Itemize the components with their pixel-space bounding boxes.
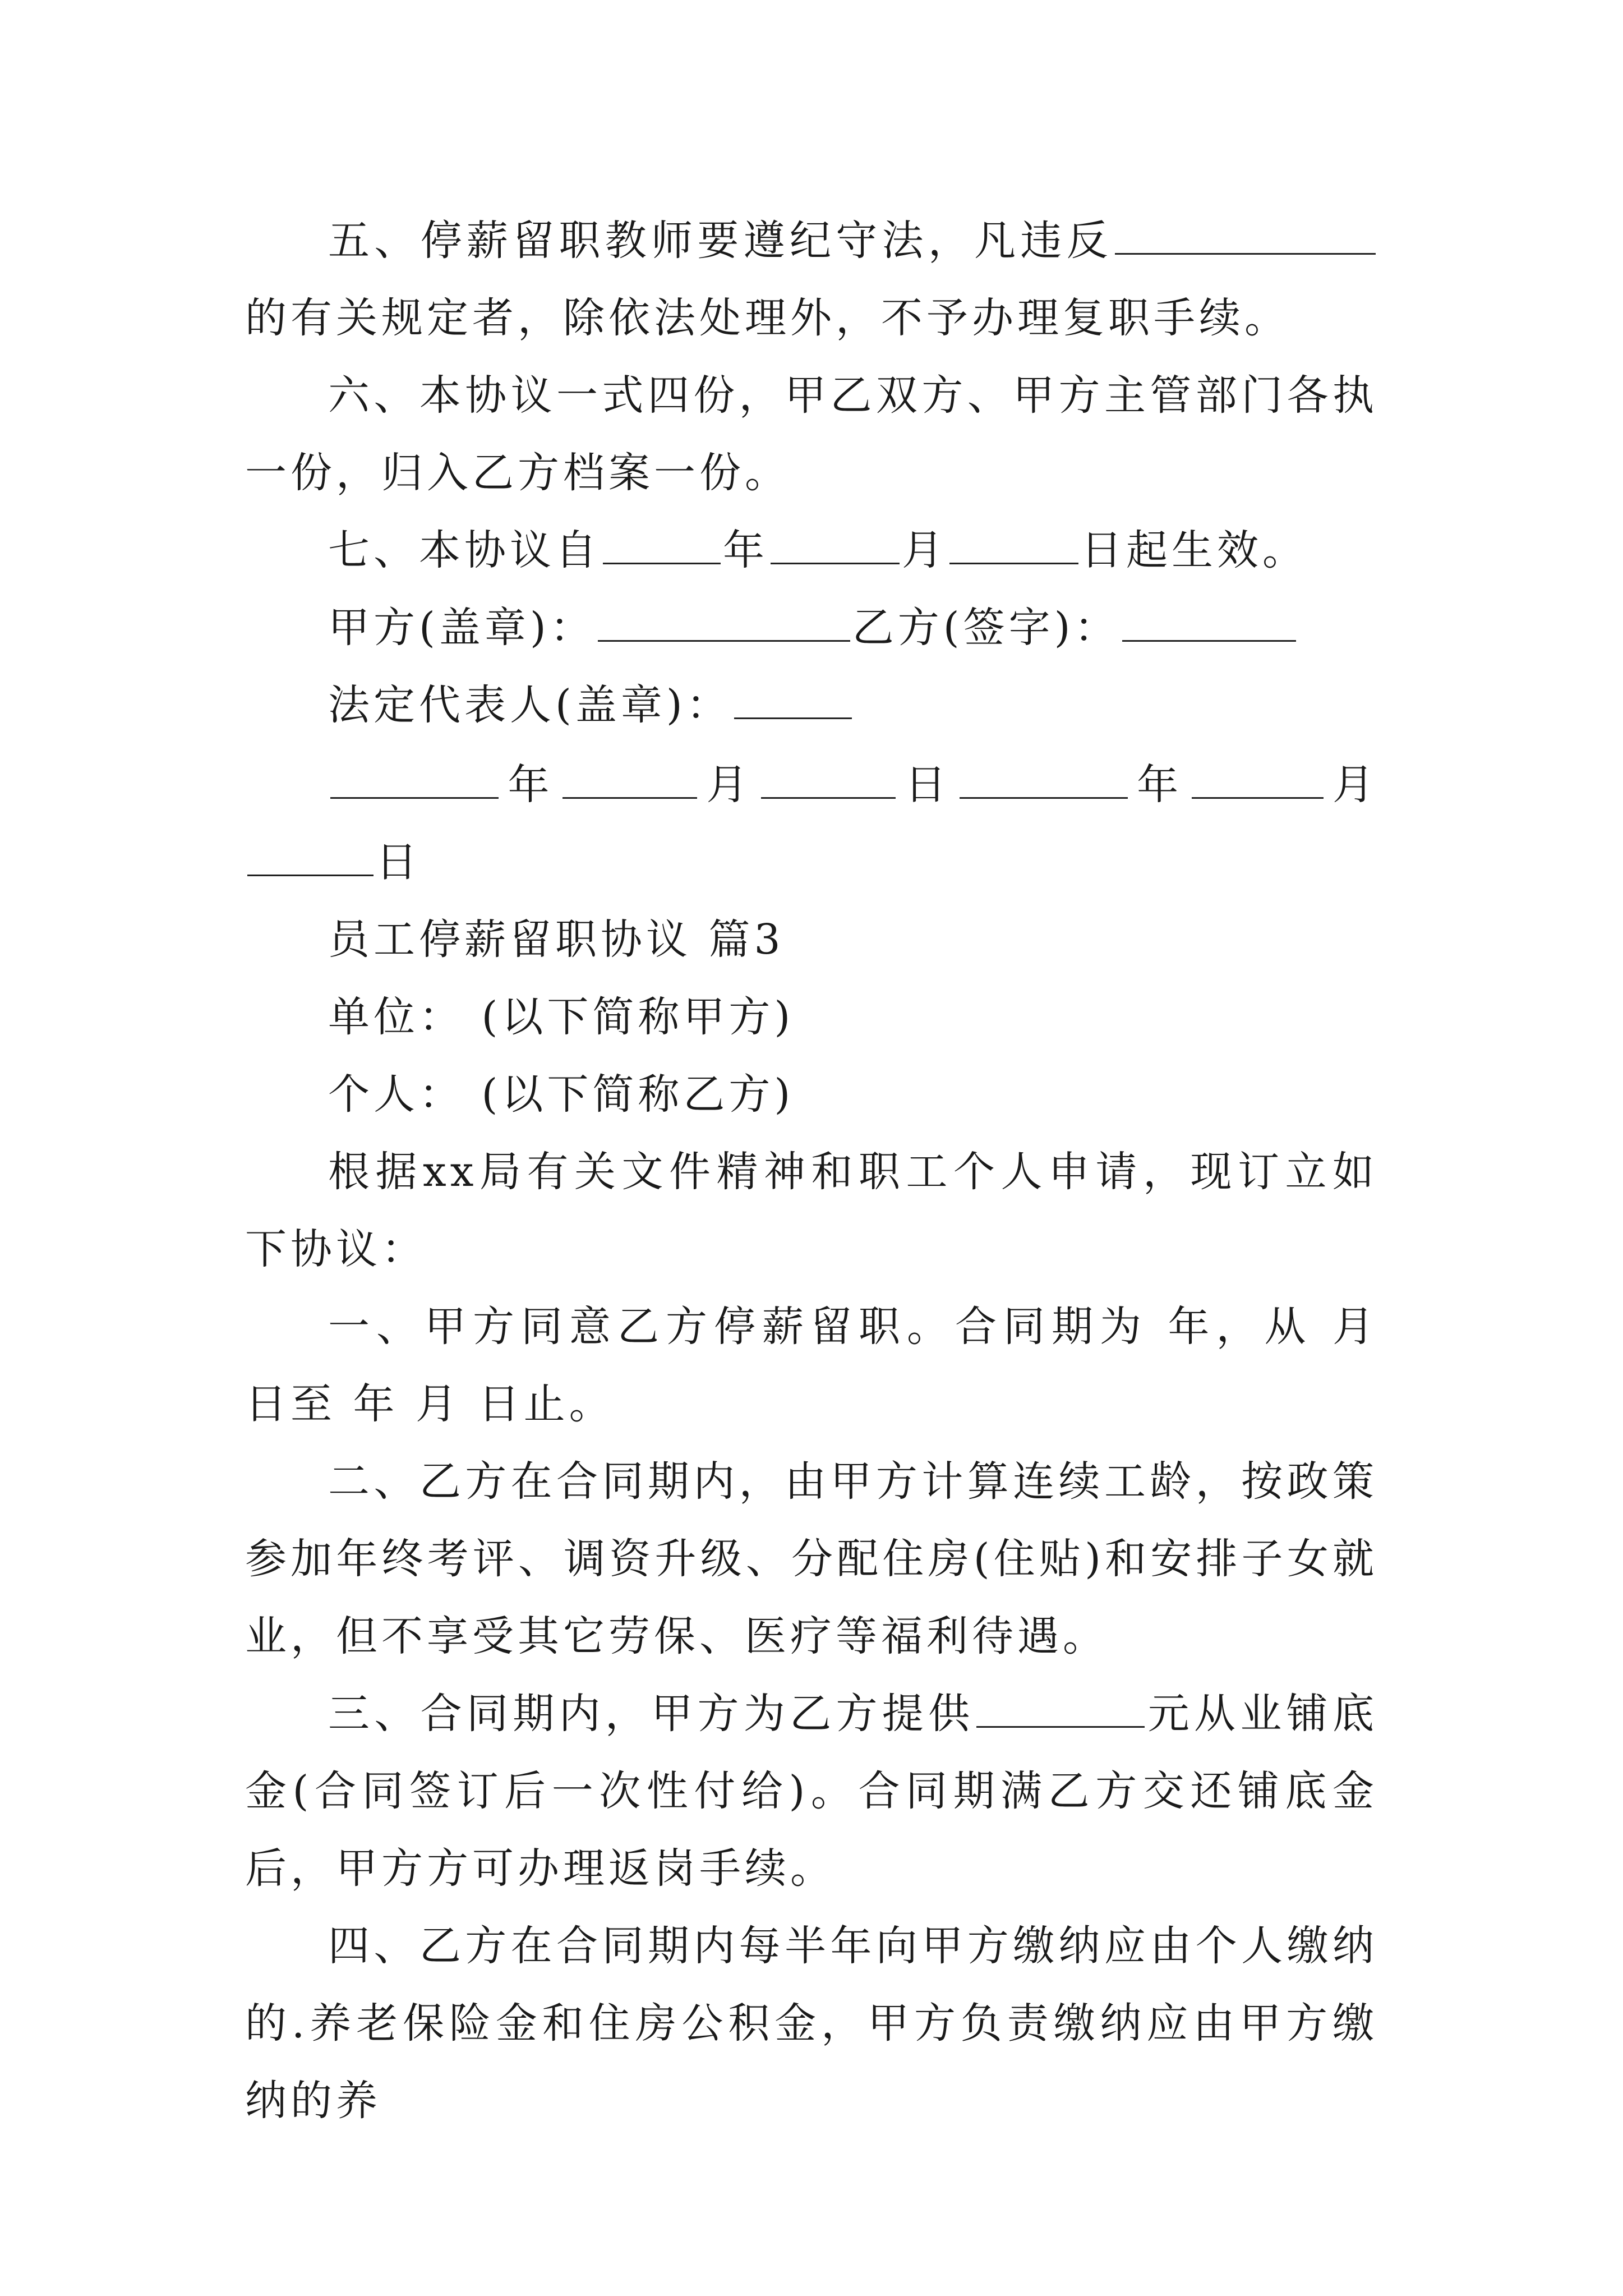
clause-four-text: 四、乙方在合同期内每半年向甲方缴纳应由个人缴纳的.养老保险金和住房公积金，甲方负责缴纳应由甲方缴纳的养 [245,1922,1378,2125]
blank-line [603,523,721,564]
unit-line-text: 单位： (以下简称甲方) [328,993,795,1041]
legal-rep-label: 法定代表人(盖章)： [328,681,732,729]
clause-six-text: 六、本协议一式四份，甲乙双方、甲方主管部门各执一份，归入乙方档案一份。 [245,371,1378,497]
blank-line [960,758,1128,799]
blank-line [734,678,852,719]
clause-seven-text-b: 日起生效。 [1081,526,1308,574]
clause-three [245,1675,1378,1907]
party-b-label: 乙方(签字)： [852,604,1120,652]
clause-five-text-a: 五、停薪留职教师要遵纪守法，凡违反 [328,217,1113,265]
section-heading [245,901,1378,978]
clause-four [245,1907,1378,2139]
month-label: 月 [1325,761,1378,809]
year-label: 年 [501,761,560,809]
clause-two-text: 二、乙方在合同期内，由甲方计算连续工龄，按政策参加年终考评、调资升级、分配住房(住贴)和安排子女就业，但不享受其它劳保、医疗等福利待遇。 [245,1457,1378,1660]
year-label: 年 [723,526,768,574]
intro-text: 根据xx局有关文件精神和职工个人申请，现订立如下协议： [245,1148,1378,1273]
day-label: 日 [376,838,421,886]
clause-three-text-b: 元从业铺底金(合同签订后一次性付给)。合同期满乙方交还铺底金后，甲方方可办理返岗手续。 [245,1690,1378,1893]
legal-rep-line [245,666,1378,744]
clause-five [245,202,1378,357]
section-heading-text: 员工停薪留职协议 篇3 [328,915,785,964]
blank-line [330,758,499,799]
clause-two [245,1443,1378,1675]
blank-line [247,835,374,876]
clause-one-text: 一、甲方同意乙方停薪留职。合同期为 年，从 月 日至 年 月 日止。 [245,1303,1378,1428]
blank-line [562,758,697,799]
blank-line [949,523,1078,564]
blank-line [1115,214,1376,255]
blank-line [976,1687,1145,1728]
clause-six [245,357,1378,512]
day-label: 日 [897,761,957,809]
clause-three-text-a: 三、合同期内，甲方为乙方提供 [328,1690,975,1738]
blank-line [1122,601,1296,642]
unit-line [245,978,1378,1056]
clause-five-text-b: 的有关规定者，除依法处理外，不予办理复职手续。 [245,294,1290,342]
month-label: 月 [902,526,947,574]
party-a-label: 甲方(盖章)： [328,604,596,652]
person-line [245,1056,1378,1133]
clause-seven-text-a: 七、本协议自 [328,526,601,574]
blank-line [771,523,900,564]
blank-line [598,601,850,642]
year-label: 年 [1129,761,1189,809]
person-line-text: 个人： (以下简称乙方) [328,1070,795,1119]
date-line [245,746,1378,901]
blank-line [761,758,896,799]
intro-paragraph [245,1133,1378,1288]
document-body [245,202,1378,2139]
signature-line [245,589,1378,666]
month-label: 月 [699,761,759,809]
clause-one [245,1288,1378,1443]
clause-seven [245,512,1378,589]
blank-line [1192,758,1324,799]
